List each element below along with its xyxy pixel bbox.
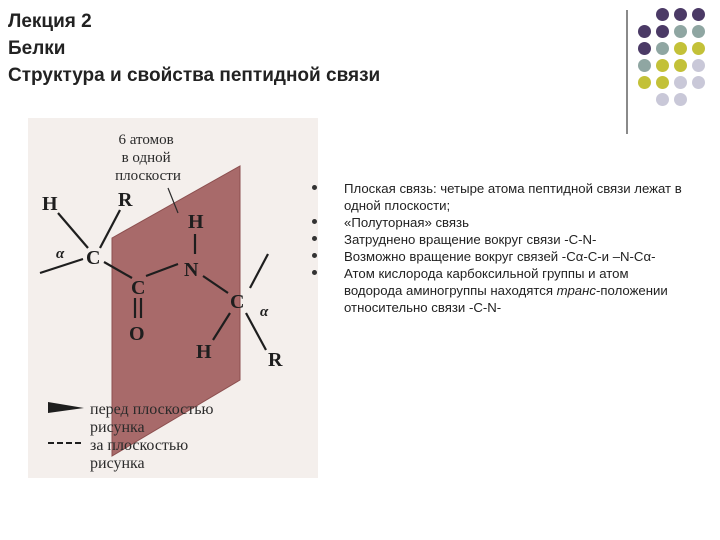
decor-dot	[674, 8, 687, 21]
legend-front-line-1: перед плоскостью	[90, 401, 214, 418]
peptide-bond-figure	[28, 118, 318, 478]
legend-behind-line-1: за плоскостью	[90, 437, 189, 454]
bullet-icon	[312, 253, 317, 258]
bullet-text: Плоская связь: четыре атома пептидной связи лежат в одной плоскости;	[344, 181, 682, 213]
atom-h-left: H	[42, 193, 58, 215]
atom-alpha-left: α	[56, 246, 65, 262]
bullet-item	[310, 180, 690, 214]
bullet-icon	[312, 236, 317, 241]
plane-label-line-2: в одной	[121, 150, 171, 166]
decor-dot	[638, 76, 651, 89]
slide-title	[8, 8, 608, 89]
decorative-dots	[618, 0, 720, 140]
bullet-item	[310, 214, 690, 231]
atom-c-carbonyl: C	[131, 277, 146, 299]
atom-o: O	[129, 323, 145, 345]
decor-dot	[638, 42, 651, 55]
decorative-divider	[626, 10, 628, 134]
decor-dot	[692, 42, 705, 55]
atom-h-bottom: H	[196, 341, 212, 363]
atom-alpha-right: α	[260, 304, 269, 320]
bullet-item	[310, 248, 690, 265]
bullet-item	[310, 265, 690, 316]
decor-dot	[656, 42, 669, 55]
decor-dot	[692, 25, 705, 38]
plane-label	[115, 132, 181, 184]
decor-dot	[656, 8, 669, 21]
bullet-list	[310, 180, 690, 316]
decor-dot	[674, 25, 687, 38]
decor-dot	[692, 76, 705, 89]
decor-dot	[674, 42, 687, 55]
bullet-icon	[312, 219, 317, 224]
decor-dot	[656, 93, 669, 106]
atom-c-alpha-right: C	[230, 291, 245, 313]
atom-c-alpha-left: C	[86, 247, 101, 269]
decor-dot	[674, 93, 687, 106]
bullet-text-italic: транс	[556, 283, 596, 298]
decor-dot	[692, 59, 705, 72]
decor-dot	[674, 76, 687, 89]
decor-dot	[656, 76, 669, 89]
plane-label-line-1: 6 атомов	[118, 132, 174, 148]
title-line-3: Структура и свойства пептидной связи	[8, 65, 381, 86]
legend-behind-line-2: рисунка	[90, 455, 145, 472]
bullet-text	[344, 265, 690, 316]
decor-dot	[674, 59, 687, 72]
decor-dot	[692, 8, 705, 21]
decor-dot	[656, 59, 669, 72]
bullet-text-part: -положении относительно связи -С-N-	[344, 283, 668, 315]
bullet-text: «Полуторная» связь	[344, 215, 469, 230]
bullet-text-part: Атом кислорода карбоксильной группы и атом водорода аминогруппы находятся	[344, 266, 629, 298]
atom-n: N	[184, 259, 199, 281]
atom-r-top: R	[118, 189, 133, 211]
bullet-text: Возможно вращение вокруг связей -Сα-С-и –N-Cα-	[344, 249, 656, 264]
bullet-icon	[312, 270, 317, 275]
bullet-text: Затруднено вращение вокруг связи -C-N-	[344, 232, 597, 247]
decor-dot	[638, 25, 651, 38]
title-line-1: Лекция 2	[8, 11, 92, 32]
decor-dot	[656, 25, 669, 38]
bullet-icon	[312, 185, 317, 190]
title-line-2: Белки	[8, 38, 66, 59]
bullet-item	[310, 231, 690, 248]
plane-label-line-3: плоскости	[115, 168, 181, 184]
decor-dot	[638, 59, 651, 72]
legend-front-line-2: рисунка	[90, 419, 145, 436]
atom-r-bottom: R	[268, 349, 283, 371]
atom-h-amide: H	[188, 211, 204, 233]
